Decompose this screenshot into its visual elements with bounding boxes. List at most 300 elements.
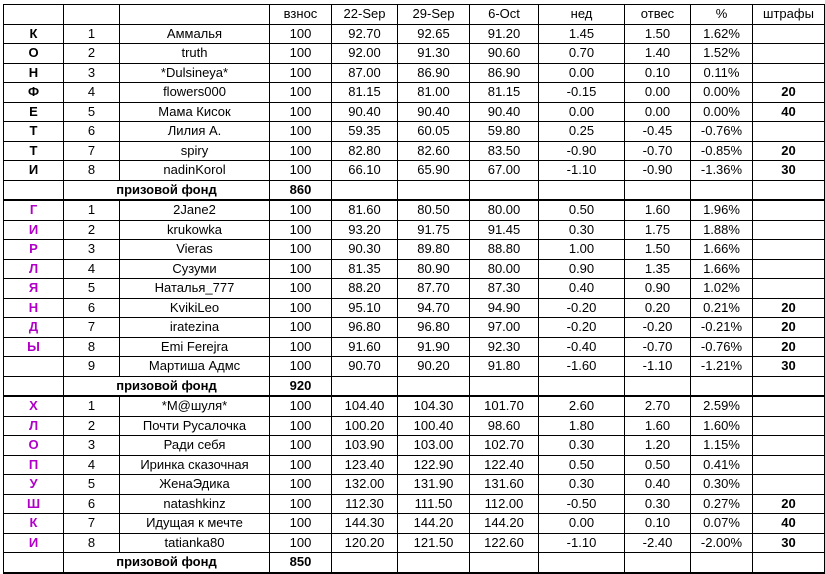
- total-loss: -0.20: [625, 318, 691, 338]
- total-loss: 1.60: [625, 416, 691, 436]
- penalty-cell: [753, 396, 825, 416]
- prize-fund-label: призовой фонд: [64, 180, 270, 200]
- penalty-cell: [753, 240, 825, 260]
- penalty-cell: 30: [753, 357, 825, 377]
- participant-name: Мартиша Адмс: [120, 357, 270, 377]
- row-number: 4: [64, 259, 120, 279]
- weight-week1: 112.30: [332, 494, 398, 514]
- weight-week1: 92.00: [332, 44, 398, 64]
- weight-week3: 94.90: [470, 298, 539, 318]
- participant-name: Иринка сказочная: [120, 455, 270, 475]
- weight-week1: 103.90: [332, 436, 398, 456]
- table-row: [4, 220, 825, 240]
- table-row: [4, 44, 825, 64]
- weight-week3: 122.40: [470, 455, 539, 475]
- participant-name: Vieras: [120, 240, 270, 260]
- percent-cell: 0.30%: [691, 475, 753, 495]
- team-letter: Т: [4, 122, 64, 142]
- percent-cell: 0.07%: [691, 514, 753, 534]
- empty-cell: [539, 376, 625, 396]
- weekly-loss: -0.20: [539, 298, 625, 318]
- row-number: 2: [64, 416, 120, 436]
- participant-name: Сузуми: [120, 259, 270, 279]
- participant-name: Лилия А.: [120, 122, 270, 142]
- participant-name: krukowka: [120, 220, 270, 240]
- empty-cell: [539, 553, 625, 573]
- table-row: [4, 494, 825, 514]
- team-letter: К: [4, 514, 64, 534]
- row-number: 7: [64, 318, 120, 338]
- penalty-cell: [753, 122, 825, 142]
- weight-week1: 90.70: [332, 357, 398, 377]
- weekly-loss: 2.60: [539, 396, 625, 416]
- weight-week1: 90.40: [332, 102, 398, 122]
- weight-week2: 144.20: [398, 514, 470, 534]
- fee-cell: 100: [270, 494, 332, 514]
- penalty-cell: 20: [753, 318, 825, 338]
- penalty-cell: [753, 436, 825, 456]
- weight-week3: 144.20: [470, 514, 539, 534]
- participant-name: ЖенаЭдика: [120, 475, 270, 495]
- table-row: [4, 63, 825, 83]
- weight-loss-table: [3, 4, 825, 574]
- prize-fund-value: 850: [270, 553, 332, 573]
- header-empty: [64, 5, 120, 25]
- weekly-loss: 0.90: [539, 259, 625, 279]
- fee-cell: 100: [270, 240, 332, 260]
- table-row: [4, 318, 825, 338]
- empty-cell: [398, 553, 470, 573]
- weight-week3: 87.30: [470, 279, 539, 299]
- percent-cell: -1.36%: [691, 161, 753, 181]
- penalty-cell: 20: [753, 337, 825, 357]
- weight-week1: 90.30: [332, 240, 398, 260]
- weight-week1: 120.20: [332, 533, 398, 553]
- table-row: [4, 161, 825, 181]
- weight-week1: 100.20: [332, 416, 398, 436]
- fee-cell: 100: [270, 475, 332, 495]
- weekly-loss: -1.60: [539, 357, 625, 377]
- weekly-loss: -1.10: [539, 533, 625, 553]
- weekly-loss: 0.50: [539, 200, 625, 220]
- weight-week2: 89.80: [398, 240, 470, 260]
- participant-name: Emi Ferejra: [120, 337, 270, 357]
- total-loss: -0.90: [625, 161, 691, 181]
- row-number: 3: [64, 63, 120, 83]
- table-row: [4, 83, 825, 103]
- participant-name: *M@шуля*: [120, 396, 270, 416]
- total-loss: -0.70: [625, 337, 691, 357]
- empty-cell: [398, 376, 470, 396]
- weight-week3: 88.80: [470, 240, 539, 260]
- header-fee: взнос: [270, 5, 332, 25]
- weight-week2: 90.40: [398, 102, 470, 122]
- penalty-cell: 30: [753, 161, 825, 181]
- weight-week2: 81.00: [398, 83, 470, 103]
- prize-row: [4, 376, 825, 396]
- percent-cell: -0.85%: [691, 141, 753, 161]
- percent-cell: 0.00%: [691, 102, 753, 122]
- row-number: 5: [64, 475, 120, 495]
- weight-week3: 90.60: [470, 44, 539, 64]
- row-number: 7: [64, 141, 120, 161]
- team-letter: Х: [4, 396, 64, 416]
- weight-week3: 83.50: [470, 141, 539, 161]
- fee-cell: 100: [270, 514, 332, 534]
- weight-week1: 87.00: [332, 63, 398, 83]
- total-loss: 0.10: [625, 514, 691, 534]
- total-loss: 0.00: [625, 102, 691, 122]
- row-number: 9: [64, 357, 120, 377]
- fee-cell: 100: [270, 396, 332, 416]
- weight-week1: 81.60: [332, 200, 398, 220]
- team-letter: Л: [4, 416, 64, 436]
- weight-week1: 96.80: [332, 318, 398, 338]
- table-row: [4, 259, 825, 279]
- penalty-cell: 20: [753, 494, 825, 514]
- prize-fund-value: 920: [270, 376, 332, 396]
- weekly-loss: -0.15: [539, 83, 625, 103]
- weight-week1: 91.60: [332, 337, 398, 357]
- fee-cell: 100: [270, 436, 332, 456]
- total-loss: 0.90: [625, 279, 691, 299]
- total-loss: 1.20: [625, 436, 691, 456]
- weight-week3: 91.20: [470, 24, 539, 44]
- header-week1: 22-Sep: [332, 5, 398, 25]
- empty-cell: [539, 180, 625, 200]
- empty-cell: [691, 180, 753, 200]
- fee-cell: 100: [270, 220, 332, 240]
- fee-cell: 100: [270, 200, 332, 220]
- weight-week1: 104.40: [332, 396, 398, 416]
- participant-name: Почти Русалочка: [120, 416, 270, 436]
- participant-name: tatianka80: [120, 533, 270, 553]
- participant-name: Мама Кисок: [120, 102, 270, 122]
- header-row: [4, 5, 825, 25]
- weekly-loss: 1.45: [539, 24, 625, 44]
- team-letter: И: [4, 161, 64, 181]
- participant-name: natashkinz: [120, 494, 270, 514]
- participant-name: 2Jane2: [120, 200, 270, 220]
- fee-cell: 100: [270, 279, 332, 299]
- total-loss: 1.50: [625, 240, 691, 260]
- weight-week2: 87.70: [398, 279, 470, 299]
- weight-week2: 82.60: [398, 141, 470, 161]
- weight-week1: 82.80: [332, 141, 398, 161]
- weight-week1: 88.20: [332, 279, 398, 299]
- header-penalties: штрафы: [753, 5, 825, 25]
- participant-name: *Dulsineya*: [120, 63, 270, 83]
- fee-cell: 100: [270, 161, 332, 181]
- table-row: [4, 240, 825, 260]
- table-row: [4, 436, 825, 456]
- weekly-loss: 1.00: [539, 240, 625, 260]
- percent-cell: 1.02%: [691, 279, 753, 299]
- penalty-cell: [753, 416, 825, 436]
- weight-week2: 90.20: [398, 357, 470, 377]
- header-percent: %: [691, 5, 753, 25]
- team-letter: Т: [4, 141, 64, 161]
- participant-name: flowers000: [120, 83, 270, 103]
- row-number: 3: [64, 436, 120, 456]
- total-loss: 1.60: [625, 200, 691, 220]
- total-loss: 0.40: [625, 475, 691, 495]
- weight-week3: 112.00: [470, 494, 539, 514]
- weight-week1: 92.70: [332, 24, 398, 44]
- table-row: [4, 396, 825, 416]
- table-row: [4, 533, 825, 553]
- weekly-loss: -0.40: [539, 337, 625, 357]
- participant-name: spiry: [120, 141, 270, 161]
- weight-week2: 65.90: [398, 161, 470, 181]
- header-empty: [4, 5, 64, 25]
- penalty-cell: [753, 279, 825, 299]
- weight-week1: 132.00: [332, 475, 398, 495]
- weight-week2: 60.05: [398, 122, 470, 142]
- header-week2: 29-Sep: [398, 5, 470, 25]
- fee-cell: 100: [270, 416, 332, 436]
- participant-name: Аммалья: [120, 24, 270, 44]
- header-week3: 6-Oct: [470, 5, 539, 25]
- weekly-loss: 1.80: [539, 416, 625, 436]
- percent-cell: -2.00%: [691, 533, 753, 553]
- row-number: 1: [64, 396, 120, 416]
- table-row: [4, 416, 825, 436]
- row-number: 2: [64, 220, 120, 240]
- weight-week2: 96.80: [398, 318, 470, 338]
- weight-week1: 81.35: [332, 259, 398, 279]
- empty-cell: [332, 553, 398, 573]
- percent-cell: 0.41%: [691, 455, 753, 475]
- table-row: [4, 122, 825, 142]
- team-letter: И: [4, 220, 64, 240]
- fee-cell: 100: [270, 122, 332, 142]
- total-loss: 1.75: [625, 220, 691, 240]
- empty-cell: [753, 376, 825, 396]
- row-number: 4: [64, 455, 120, 475]
- team-letter: Ш: [4, 494, 64, 514]
- percent-cell: 0.27%: [691, 494, 753, 514]
- row-number: 5: [64, 102, 120, 122]
- row-number: 1: [64, 200, 120, 220]
- weight-week3: 86.90: [470, 63, 539, 83]
- participant-name: Идущая к мечте: [120, 514, 270, 534]
- header-weekly-loss: нед: [539, 5, 625, 25]
- team-letter: Л: [4, 259, 64, 279]
- weight-week3: 90.40: [470, 102, 539, 122]
- row-number: 7: [64, 514, 120, 534]
- penalty-cell: 40: [753, 514, 825, 534]
- percent-cell: 1.66%: [691, 240, 753, 260]
- total-loss: 0.20: [625, 298, 691, 318]
- penalty-cell: 20: [753, 298, 825, 318]
- penalty-cell: 20: [753, 141, 825, 161]
- weight-week1: 95.10: [332, 298, 398, 318]
- team-letter: Д: [4, 318, 64, 338]
- weight-week2: 131.90: [398, 475, 470, 495]
- table-row: [4, 279, 825, 299]
- weight-week2: 91.30: [398, 44, 470, 64]
- participant-name: KvikiLeo: [120, 298, 270, 318]
- row-number: 8: [64, 337, 120, 357]
- weight-week3: 97.00: [470, 318, 539, 338]
- team-letter: Ф: [4, 83, 64, 103]
- weight-week2: 94.70: [398, 298, 470, 318]
- fee-cell: 100: [270, 24, 332, 44]
- empty-cell: [691, 376, 753, 396]
- team-letter: У: [4, 475, 64, 495]
- total-loss: -1.10: [625, 357, 691, 377]
- weekly-loss: 0.30: [539, 220, 625, 240]
- row-number: 3: [64, 240, 120, 260]
- empty-cell: [470, 180, 539, 200]
- total-loss: 0.30: [625, 494, 691, 514]
- total-loss: 0.00: [625, 83, 691, 103]
- weight-week2: 91.75: [398, 220, 470, 240]
- total-loss: -2.40: [625, 533, 691, 553]
- participant-name: Наталья_777: [120, 279, 270, 299]
- penalty-cell: [753, 44, 825, 64]
- percent-cell: 1.62%: [691, 24, 753, 44]
- prize-fund-label: призовой фонд: [64, 553, 270, 573]
- header-total-loss: отвес: [625, 5, 691, 25]
- prize-row: [4, 553, 825, 573]
- prize-fund-value: 860: [270, 180, 332, 200]
- penalty-cell: [753, 455, 825, 475]
- row-number: 6: [64, 494, 120, 514]
- total-loss: 0.50: [625, 455, 691, 475]
- weekly-loss: -0.20: [539, 318, 625, 338]
- table-row: [4, 298, 825, 318]
- row-number: 6: [64, 122, 120, 142]
- weekly-loss: -0.50: [539, 494, 625, 514]
- percent-cell: -0.76%: [691, 337, 753, 357]
- penalty-cell: [753, 259, 825, 279]
- table-row: [4, 514, 825, 534]
- table-row: [4, 357, 825, 377]
- weight-week1: 123.40: [332, 455, 398, 475]
- fee-cell: 100: [270, 318, 332, 338]
- percent-cell: 1.96%: [691, 200, 753, 220]
- total-loss: 1.35: [625, 259, 691, 279]
- weekly-loss: 0.00: [539, 102, 625, 122]
- percent-cell: 0.21%: [691, 298, 753, 318]
- weight-week2: 121.50: [398, 533, 470, 553]
- total-loss: 1.50: [625, 24, 691, 44]
- fee-cell: 100: [270, 141, 332, 161]
- team-letter: О: [4, 436, 64, 456]
- fee-cell: 100: [270, 298, 332, 318]
- empty-cell: [398, 180, 470, 200]
- weekly-loss: 0.00: [539, 514, 625, 534]
- weight-week2: 111.50: [398, 494, 470, 514]
- team-letter: Н: [4, 298, 64, 318]
- total-loss: 0.10: [625, 63, 691, 83]
- weight-week3: 102.70: [470, 436, 539, 456]
- fee-cell: 100: [270, 259, 332, 279]
- weight-week1: 59.35: [332, 122, 398, 142]
- fee-cell: 100: [270, 102, 332, 122]
- weight-week3: 122.60: [470, 533, 539, 553]
- empty-cell: [753, 180, 825, 200]
- empty-cell: [470, 553, 539, 573]
- weight-week2: 86.90: [398, 63, 470, 83]
- team-letter: О: [4, 44, 64, 64]
- weekly-loss: 0.00: [539, 63, 625, 83]
- percent-cell: 1.15%: [691, 436, 753, 456]
- weekly-loss: 0.50: [539, 455, 625, 475]
- row-number: 8: [64, 161, 120, 181]
- table-row: [4, 475, 825, 495]
- participant-name: Ради себя: [120, 436, 270, 456]
- total-loss: -0.45: [625, 122, 691, 142]
- empty-cell: [625, 180, 691, 200]
- penalty-cell: [753, 220, 825, 240]
- penalty-cell: 20: [753, 83, 825, 103]
- participant-name: truth: [120, 44, 270, 64]
- weight-week3: 91.45: [470, 220, 539, 240]
- percent-cell: -0.76%: [691, 122, 753, 142]
- penalty-cell: 40: [753, 102, 825, 122]
- table-row: [4, 455, 825, 475]
- percent-cell: -1.21%: [691, 357, 753, 377]
- weight-week3: 67.00: [470, 161, 539, 181]
- weight-week1: 93.20: [332, 220, 398, 240]
- percent-cell: 1.52%: [691, 44, 753, 64]
- weight-week3: 131.60: [470, 475, 539, 495]
- weekly-loss: 0.30: [539, 475, 625, 495]
- percent-cell: 1.88%: [691, 220, 753, 240]
- empty-cell: [332, 376, 398, 396]
- fee-cell: 100: [270, 337, 332, 357]
- penalty-cell: [753, 200, 825, 220]
- fee-cell: 100: [270, 44, 332, 64]
- table-body: [4, 5, 825, 573]
- table-row: [4, 102, 825, 122]
- team-letter: [4, 553, 64, 573]
- total-loss: -0.70: [625, 141, 691, 161]
- penalty-cell: [753, 63, 825, 83]
- weight-week2: 104.30: [398, 396, 470, 416]
- row-number: 2: [64, 44, 120, 64]
- weight-week2: 80.90: [398, 259, 470, 279]
- weight-week2: 122.90: [398, 455, 470, 475]
- weekly-loss: 0.25: [539, 122, 625, 142]
- weight-week3: 80.00: [470, 200, 539, 220]
- prize-fund-label: призовой фонд: [64, 376, 270, 396]
- fee-cell: 100: [270, 63, 332, 83]
- team-letter: [4, 357, 64, 377]
- empty-cell: [753, 553, 825, 573]
- table-row: [4, 141, 825, 161]
- header-empty: [120, 5, 270, 25]
- row-number: 5: [64, 279, 120, 299]
- fee-cell: 100: [270, 83, 332, 103]
- weight-week3: 91.80: [470, 357, 539, 377]
- weight-week1: 81.15: [332, 83, 398, 103]
- weight-week2: 100.40: [398, 416, 470, 436]
- penalty-cell: [753, 24, 825, 44]
- weekly-loss: 0.70: [539, 44, 625, 64]
- weight-week2: 80.50: [398, 200, 470, 220]
- empty-cell: [625, 553, 691, 573]
- prize-row: [4, 180, 825, 200]
- participant-name: iratezina: [120, 318, 270, 338]
- weekly-loss: -1.10: [539, 161, 625, 181]
- team-letter: Н: [4, 63, 64, 83]
- percent-cell: -0.21%: [691, 318, 753, 338]
- team-letter: Е: [4, 102, 64, 122]
